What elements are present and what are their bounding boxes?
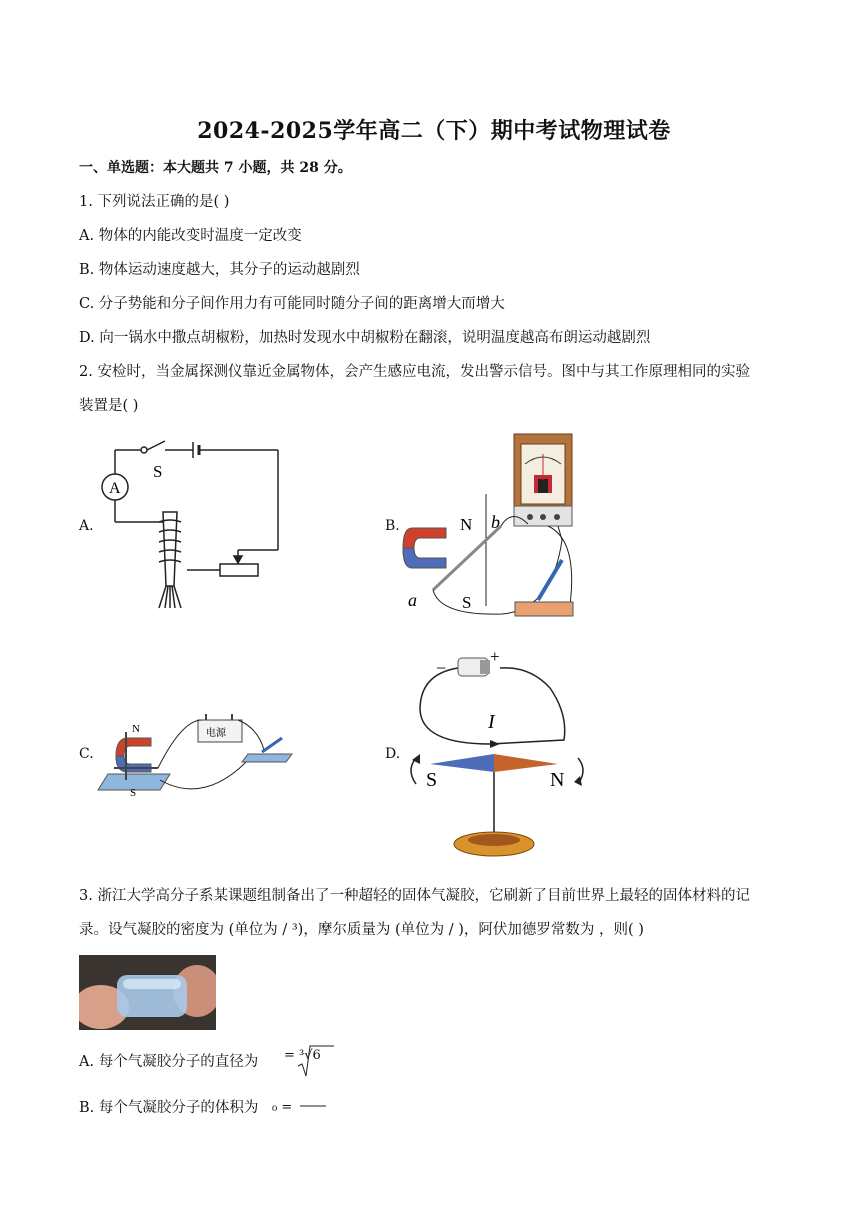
switch-label: S	[153, 462, 163, 481]
battery-plus: +	[490, 647, 500, 666]
cube-root-sign	[296, 1044, 336, 1080]
battery-label: 电源	[206, 728, 226, 739]
q3-option-b: B. 每个气凝胶分子的体积为	[79, 1100, 259, 1116]
q2-stem-line1: 2. 安检时，当金属探测仪靠近金属物体，会产生感应电流，发出警示信号。图中与其工作原理相同的实验	[79, 364, 750, 380]
ammeter-label: A	[109, 480, 121, 497]
current-label: I	[488, 711, 495, 733]
q1-option-c: C. 分子势能和分子间作用力有可能同时随分子间的距离增大而增大	[79, 296, 505, 312]
section-heading: 一、单选题：本大题共 7 小题，共 28 分。	[79, 160, 352, 176]
q1-option-b: B. 物体运动速度越大，其分子的运动越剧烈	[79, 262, 360, 278]
magnet-s-label: S	[462, 593, 472, 612]
battery-minus: −	[436, 658, 447, 678]
magnet-n-label-c: N	[132, 723, 140, 735]
q3-stem-line2: 录。设气凝胶的密度为 (单位为 / ³)，摩尔质量为 (单位为 / )，阿伏加德罗常数为 ，则( )	[79, 922, 644, 938]
magnet-n-label: N	[460, 515, 473, 534]
q3-option-a-formula: = ³√6	[284, 1048, 321, 1063]
q2-option-b-label: B.	[385, 518, 400, 534]
figure-d-compass	[400, 644, 596, 862]
q3-option-b-formula: ₀ =	[272, 1100, 293, 1115]
figure-c-motor	[96, 706, 300, 798]
rod-end-b: b	[491, 512, 500, 532]
aerogel-photo	[79, 955, 216, 1030]
q2-stem-line2: 装置是( )	[79, 398, 139, 414]
q1-stem: 1. 下列说法正确的是( )	[79, 194, 230, 210]
q1-option-d: D. 向一锅水中撒点胡椒粉，加热时发现水中胡椒粉在翻滚，说明温度越高布朗运动越剧烈	[79, 330, 651, 346]
page-title: 2024-2025学年高二（下）期中考试物理试卷	[197, 118, 671, 144]
needle-s-label: S	[426, 769, 438, 791]
q1-option-a: A. 物体的内能改变时温度一定改变	[79, 228, 302, 244]
rod-end-a: a	[408, 590, 417, 610]
needle-n-label: N	[550, 769, 565, 791]
q2-option-d-label: D.	[385, 746, 401, 762]
q2-option-c-label: C.	[79, 746, 94, 762]
figure-a-circuit	[95, 436, 295, 616]
magnet-s-label-c: S	[130, 787, 137, 798]
q3-stem-line1: 3. 浙江大学高分子系某课题组制备出了一种超轻的固体气凝胶，它刷新了目前世界上最轻的固体材料的记	[79, 888, 750, 904]
q2-option-a-label: A.	[79, 518, 94, 534]
figure-b-galvanometer	[400, 430, 590, 620]
fraction-bar	[300, 1100, 330, 1112]
q3-option-a: A. 每个气凝胶分子的直径为	[79, 1054, 259, 1070]
